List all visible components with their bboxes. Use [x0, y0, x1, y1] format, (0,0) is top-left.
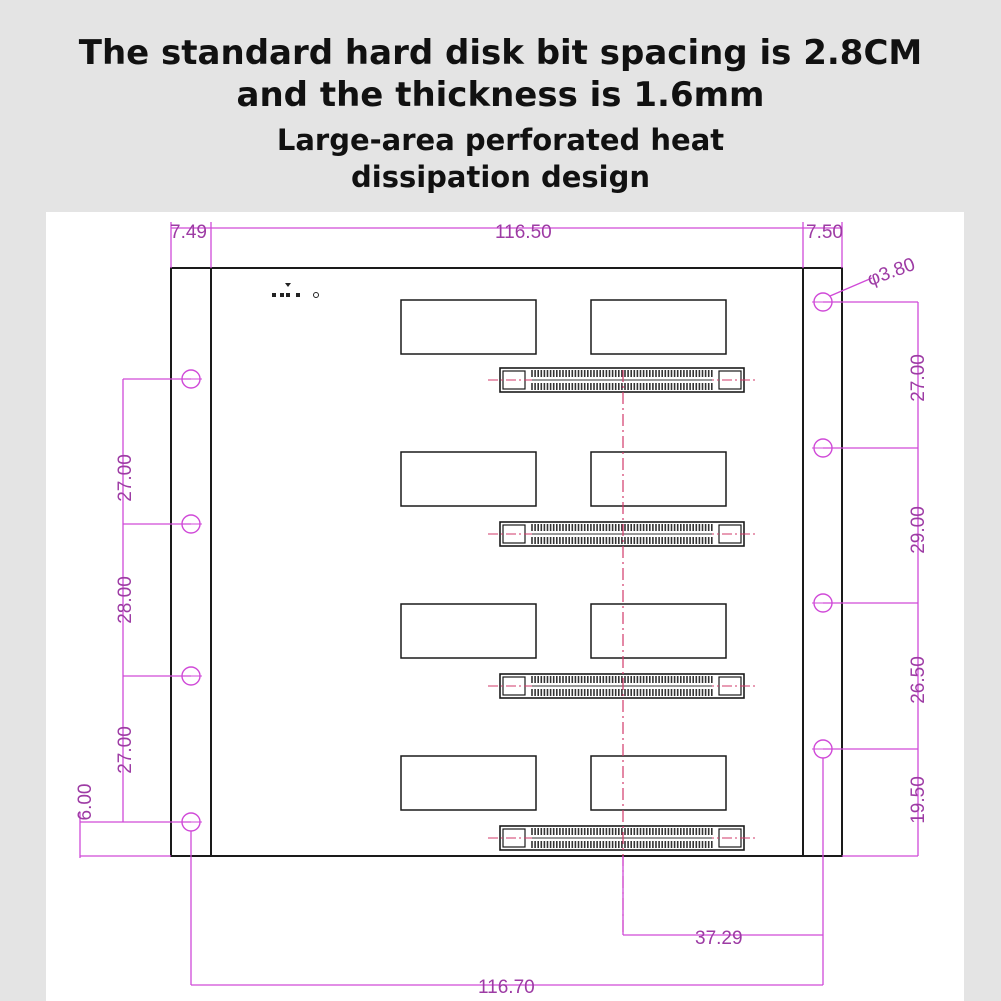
sata-connector — [488, 368, 756, 392]
sata-connectors — [488, 368, 756, 850]
mounting-holes — [180, 293, 834, 831]
dim-connector-offset: 37.29 — [695, 928, 743, 949]
vent-window — [591, 452, 726, 506]
sata-connector — [488, 674, 756, 698]
leader-line — [830, 278, 872, 296]
dim-right-spacing-3: 26.50 — [908, 656, 929, 704]
vent-window — [401, 300, 536, 354]
dim-left-bottom-offset: 6.00 — [75, 783, 96, 821]
vent-window — [591, 300, 726, 354]
dim-hole-diameter: φ3.80 — [864, 254, 919, 291]
led-dot — [286, 293, 290, 297]
vent-window — [591, 604, 726, 658]
headline-line2: Large-area perforated heat dissipation design — [276, 123, 725, 194]
dim-hole-span: 116.70 — [478, 977, 535, 998]
dim-left-flange: 7.49 — [170, 222, 207, 243]
dim-right-bottom-offset: 19.50 — [908, 776, 929, 824]
led-arrow — [285, 283, 291, 287]
dim-right-spacing-1: 27.00 — [908, 354, 929, 402]
vent-window — [591, 756, 726, 810]
sata-connector — [488, 826, 756, 850]
dim-left-spacing-3: 27.00 — [115, 726, 136, 774]
board-outline — [171, 268, 842, 856]
vent-window — [401, 604, 536, 658]
dim-right-spacing-2: 29.00 — [908, 506, 929, 554]
dim-right-flange: 7.50 — [806, 222, 843, 243]
sata-connector — [488, 522, 756, 546]
vent-window — [401, 756, 536, 810]
vent-window — [401, 452, 536, 506]
led-dot — [272, 293, 276, 297]
led-dot — [296, 293, 300, 297]
headline-line1: The standard hard disk bit spacing is 2.8CM and the thickness is 1.6mm — [78, 33, 923, 115]
dim-left-spacing-1: 27.00 — [115, 454, 136, 502]
bracket-outline — [171, 268, 842, 856]
led-dot — [280, 293, 284, 297]
dim-board-width: 116.50 — [495, 222, 552, 243]
indicator-leds — [272, 283, 319, 298]
dimension-labels — [75, 222, 929, 998]
dim-left-spacing-2: 28.00 — [115, 576, 136, 624]
led-ring — [314, 293, 319, 298]
